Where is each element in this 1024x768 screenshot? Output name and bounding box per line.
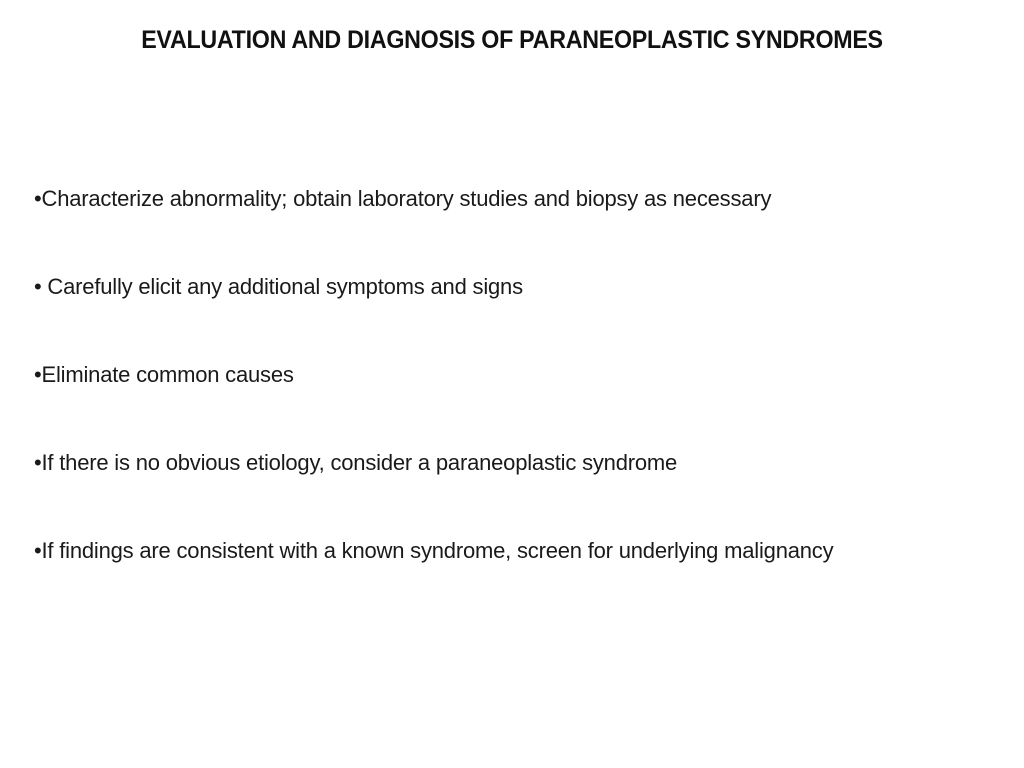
bullet-marker: • [34, 274, 42, 299]
bullet-item [34, 532, 980, 570]
bullet-text: Characterize abnormality; obtain laboratory studies and biopsy as necessary [41, 186, 772, 211]
bullet-marker: • [34, 450, 42, 475]
bullet-item [34, 268, 980, 306]
bullet-text: Eliminate common causes [41, 362, 294, 387]
slide-title: EVALUATION AND DIAGNOSIS OF PARANEOPLASTIC SYNDROMES [141, 26, 883, 54]
bullet-marker: • [34, 538, 42, 563]
bullet-text: Carefully elicit any additional symptoms and signs [41, 274, 523, 299]
bullet-item [34, 356, 980, 394]
bullet-text: If there is no obvious etiology, consider a paraneoplastic syndrome [41, 450, 678, 475]
bullet-item [34, 444, 980, 482]
bullet-marker: • [34, 362, 42, 387]
bullet-marker: • [34, 186, 42, 211]
bullet-item [34, 180, 980, 218]
bullet-list [34, 180, 980, 620]
bullet-text: If findings are consistent with a known syndrome, screen for underlying malignancy [41, 538, 834, 563]
